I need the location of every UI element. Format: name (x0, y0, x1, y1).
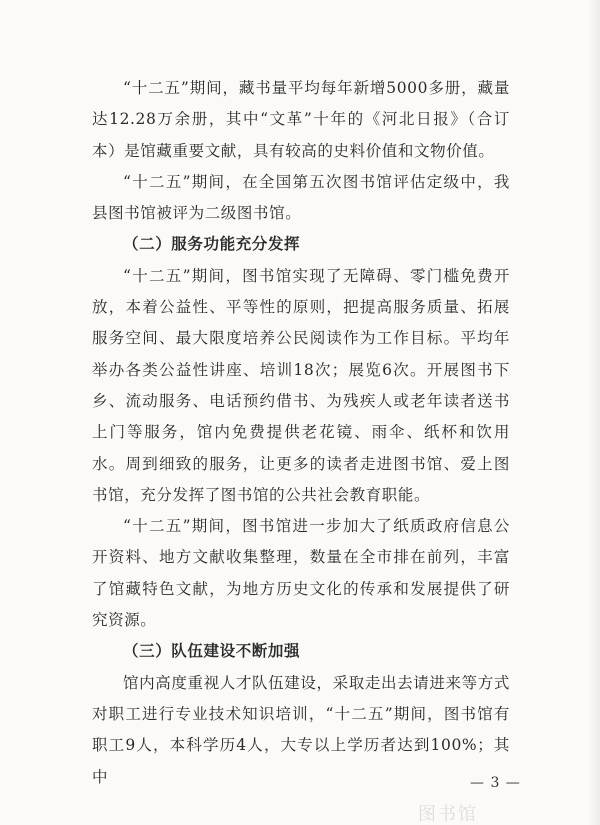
paragraph-free-service: “十二五”期间，图书馆实现了无障碍、零门槛免费开放，本着公益性、平等性的原则，把提高服务质量、拓展服务空间、最大限度培养公民阅读作为工作目标。平均年举办各类公益性讲座、培训18次；展览6次。开展图书下乡、流动服务、电话预约借书、为残疾人或老年读者送书上门等服务，馆内免费提供老花镜、雨伞、纸杯和饮用水。周到细致的服务，让更多的读者走进图书馆、爱上图书馆，充分发挥了图书馆的公共社会教育职能。 (92, 266, 510, 504)
paragraph-collection: “十二五”期间，藏书量平均每年新增5000多册，藏量达12.28万余册，其中“文革”十年的《河北日报》（合订本）是馆藏重要文献，具有较高的史料价值和文物价值。 (92, 79, 510, 160)
page-number: — 3 — (470, 775, 521, 791)
paragraph-evaluation: “十二五”期间，在全国第五次图书馆评估定级中，我县图书馆被评为二级图书馆。 (92, 172, 510, 223)
document-body (92, 73, 510, 793)
section-heading-staff: （三）队伍建设不断加强 (123, 642, 301, 661)
page-edge-shadow (588, 0, 600, 825)
watermark-text: 图书馆 (418, 804, 478, 825)
paragraph-staff-training: 馆内高度重视人才队伍建设，采取走出去请进来等方式对职工进行专业技术知识培训，“十二五”期间，图书馆有职工9人，本科学历4人，大专以上学历者达到100%；其中 (92, 673, 510, 786)
section-heading-service: （二）服务功能充分发挥 (123, 235, 301, 254)
paragraph-local-documents: “十二五”期间，图书馆进一步加大了纸质政府信息公开资料、地方文献收集整理，数量在全市排在前列，丰富了馆藏特色文献，为地方历史文化的传承和发展提供了研究资源。 (92, 517, 510, 630)
